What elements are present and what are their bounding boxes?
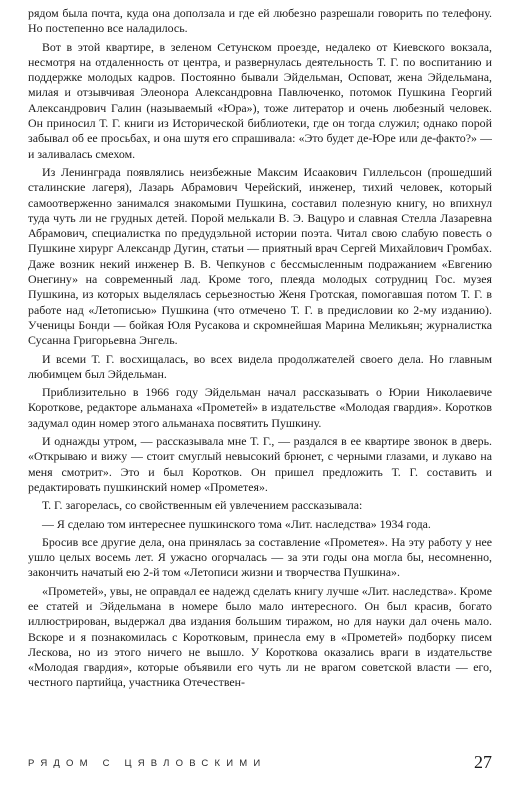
paragraph-1: рядом была почта, куда она доползала и где ей любезно разрешали говорить по телефону. Но постепенно все наладилось. [28,6,492,36]
paragraph-2: Вот в этой квартире, в зеленом Сетунском проезде, недалеко от Киевского вокзала, несмотря на отдаленность от центра, и развернулась деятельность Т. Г. по воспитанию и поддержке молодых кадров. Постоянно бывали Эйдельман, Осповат, жена Эйдельмана, милая и отзывчивая Элеонора Александровна Павлюченко, потомок Пушкина Георгий Александрович Галин (называемый «Юра»), тоже литератор и очень любезный человек. Он приносил Т. Г. книги из Исторической библиотеки, где он тогда служил; однако порой забывал об ее просьбах, и она шутя его спрашивала: «Это будет де-Юре или де-факто?» — и заливалась смехом. [28,39,492,161]
page-footer [28,752,492,778]
page-body [28,6,492,746]
paragraph-3: Из Ленинграда появлялись неизбежные Максим Исаакович Гиллельсон (прошедший сталинские лагеря), Лазарь Абрамович Черейский, инженер, тихий человек, который самоотверженно занимался знакомыми Пушкина, составил полезную книгу, но впихнул туда чуть ли не грудных детей. Порой мелькали В. Э. Вацуро и славная Стелла Лазаревна Абрамович, специалистка по предудэльной истории поэта. Читал свою слабую повесть о Пушкине хирург Александр Дугин, статьи — приятный врач Сергей Михайлович Громбах. Даже возник некий инженер В. В. Чепкунов с бессмысленным подражанием «Евгению Онегину» на современный лад. Кроме того, плеяда молодых сотрудниц Гос. музея Пушкина, из которых выделялась серьезностью Женя Гротская, помогавшая потом Т. Г. в работе над «Летописью» Пушкина (что отмечено Т. Г. в предисловии ко 2-му изданию). Ученицы Бонди — бойкая Юля Русакова и скромнейшая Марина Меликьян; журналистка Сусанна Григорьевна Энгель. [28,164,492,348]
paragraph-4: И всеми Т. Г. восхищалась, во всех видела продолжателей своего дела. Но главным любимцем был Эйдельман. [28,351,492,381]
running-title: РЯДОМ С ЦЯВЛОВСКИМИ [28,758,267,769]
paragraph-9: Бросив все другие дела, она принялась за составление «Прометея». На эту работу у нее ушло целых восемь лет. Я ужасно огорчалась — за эти годы она могла бы, несомненно, закончить начатый ею 2-й том «Летописи жизни и творчества Пушкина». [28,534,492,580]
paragraph-8: — Я сделаю том интереснее пушкинского тома «Лит. наследства» 1934 года. [42,516,431,531]
paragraph-6: И однажды утром, — рассказывала мне Т. Г., — раздался в ее квартире звонок в дверь. «Открываю и вижу — стоит смуглый невысокий брюнет, с черными глазами, и лукаво на меня смотрит». Это и был Коротков. Он пришел предложить Т. Г. составить и редактировать пушкинский номер «Прометея». [28,434,492,494]
page-number: 27 [474,752,492,772]
paragraph-5: Приблизительно в 1966 году Эйдельман начал рассказывать о Юрии Николаевиче Короткове, редакторе альманаха «Прометей» в издательстве «Молодая гвардия». Коротков задумал один номер этого альманаха посвятить Пушкину. [28,385,492,430]
paragraph-10: «Прометей», увы, не оправдал ее надежд сделать книгу лучше «Лит. наследства». Кроме ее статей и Эйдельмана в номере было мало интересного. Он был красив, богато иллюстрирован, выдержал два издания большим тиражом, но для науки дал очень мало. Вскоре и я познакомилась с Коротковым, принесла ему в «Прометей» подборку писем Лескова, но из этого ничего не вышло. У Короткова оказались враги в издательстве «Молодая гвардия», которые объявили его чуть ли не врагом советской власти — его, честного партийца, участника Отечествен- [28,583,492,690]
paragraph-7: Т. Г. загорелась, со свойственным ей увлечением рассказывала: [42,498,363,513]
